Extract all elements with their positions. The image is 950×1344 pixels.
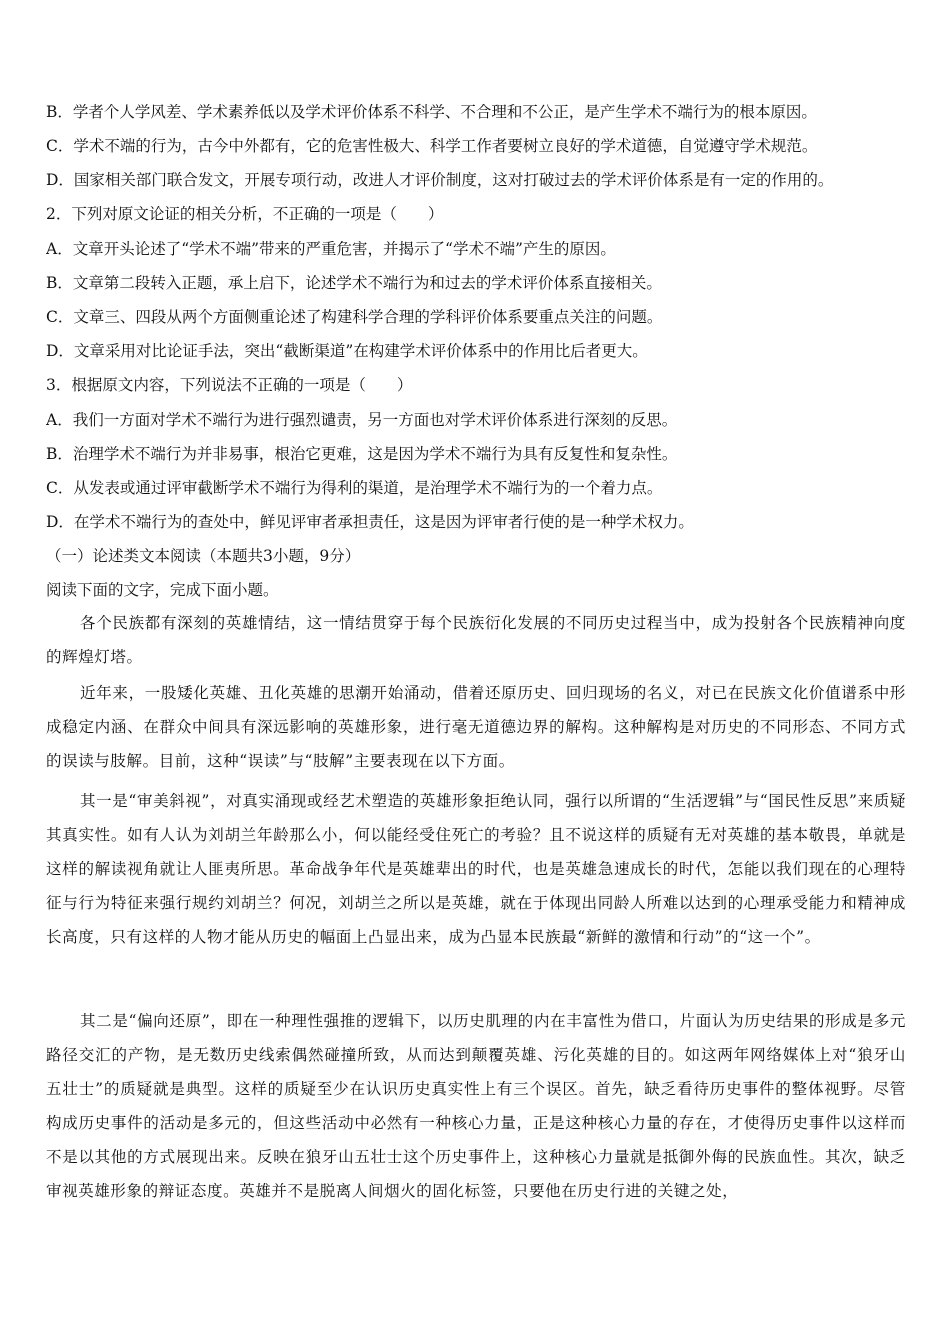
q3-option-c: C．从发表或通过评审截断学术不端行为得利的渠道，是治理学术不端行为的一个着力点。	[46, 479, 663, 497]
q1-option-c: C．学术不端的行为，古今中外都有，它的危害性极大、科学工作者要树立良好的学术道德，自觉遵守学术规范。	[46, 137, 818, 155]
article-paragraph-4: 其二是“偏向还原”，即在一种理性强推的逻辑下，以历史肌理的内在丰富性为借口，片面认为历史结果的形成是多元路径交汇的产物，是无数历史线索偶然碰撞所致，从而达到颠覆英雄、污化英雄的目的。如这两年网络媒体上对“狼牙山五壮士”的质疑就是典型。这样的质疑至少在认识历史真实性上有三个误区。首先，缺乏看待历史事件的整体视野。尽管构成历史事件的活动是多元的，但这些活动中必然有一种核心力量，正是这种核心力量的存在，才使得历史事件以这样而不是以其他的方式展现出来。反映在狼牙山五壮士这个历史事件上，这种核心力量就是抵御外侮的民族血性。其次，缺乏审视英雄形象的辩证态度。英雄并不是脱离人间烟火的固化标签，只要他在历史行进的关键之处，	[46, 1012, 906, 1200]
article-paragraph-1: 各个民族都有深刻的英雄情结，这一情结贯穿于每个民族衍化发展的不同历史过程当中，成为投射各个民族精神向度的辉煌灯塔。	[46, 614, 906, 666]
q2-option-b: B．文章第二段转入正题，承上启下，论述学术不端行为和过去的学术评价体系直接相关。	[46, 274, 662, 292]
q3-option-d: D．在学术不端行为的查处中，鲜见评审者承担责任，这是因为评审者行使的是一种学术权力。	[46, 513, 694, 531]
q2-option-a: A．文章开头论述了“学术不端”带来的严重危害，并揭示了“学术不端”产生的原因。	[46, 240, 616, 258]
q2-option-d: D．文章采用对比论证手法，突出“截断渠道”在构建学术评价体系中的作用比后者更大。	[46, 342, 648, 360]
section-instruction: 阅读下面的文字，完成下面小题。	[46, 581, 279, 599]
article-paragraph-3: 其一是“审美斜视”，对真实涌现或经艺术塑造的英雄形象拒绝认同，强行以所谓的“生活逻辑”与“国民性反思”来质疑其真实性。如有人认为刘胡兰年龄那么小，何以能经受住死亡的考验？且不说这样的质疑有无对英雄的基本敬畏，单就是这样的解读视角就让人匪夷所思。革命战争年代是英雄辈出的时代，也是英雄急速成长的时代，怎能以我们现在的心理特征与行为特征来强行规约刘胡兰？何况，刘胡兰之所以是英雄，就在于体现出同龄人所难以达到的心理承受能力和精神成长高度，只有这样的人物才能从历史的幅面上凸显出来，成为凸显本民族最“新鲜的激情和行动”的“这一个”。	[46, 792, 906, 946]
q3-stem: 3．根据原文内容，下列说法不正确的一项是（ ）	[46, 376, 413, 394]
section-heading: （一）论述类文本阅读（本题共3小题，9分）	[46, 547, 361, 565]
article-paragraph-2: 近年来，一股矮化英雄、丑化英雄的思潮开始涌动，借着还原历史、回归现场的名义，对已在民族文化价值谱系中形成稳定内涵、在群众中间具有深远影响的英雄形象，进行毫无道德边界的解构。这种解构是对历史的不同形态、不同方式的误读与肢解。目前，这种“误读”与“肢解”主要表现在以下方面。	[46, 684, 906, 770]
q1-option-d: D．国家相关部门联合发文，开展专项行动，改进人才评价制度，这对打破过去的学术评价体系是有一定的作用的。	[46, 171, 834, 189]
q3-option-b: B．治理学术不端行为并非易事，根治它更难，这是因为学术不端行为具有反复性和复杂性。	[46, 445, 678, 463]
q3-option-a: A．我们一方面对学术不端行为进行强烈谴责，另一方面也对学术评价体系进行深刻的反思。	[46, 411, 678, 429]
q2-stem: 2．下列对原文论证的相关分析，不正确的一项是（ ）	[46, 205, 444, 223]
q1-option-b: B．学者个人学风差、学术素养低以及学术评价体系不科学、不合理和不公正，是产生学术不端行为的根本原因。	[46, 103, 817, 121]
q2-option-c: C．文章三、四段从两个方面侧重论述了构建科学合理的学科评价体系要重点关注的问题。	[46, 308, 663, 326]
